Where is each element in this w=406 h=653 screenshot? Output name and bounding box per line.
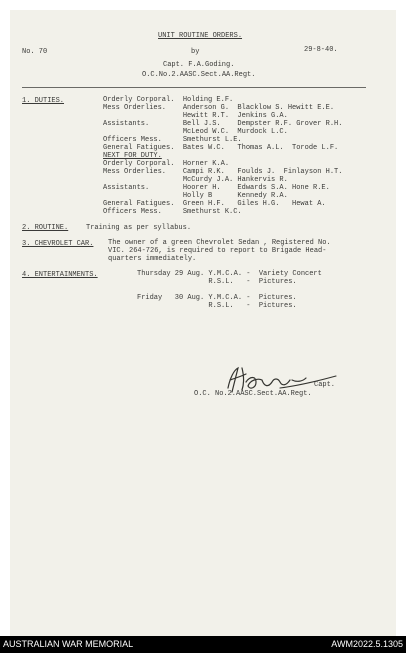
by-label: by: [191, 48, 200, 56]
chevrolet-line: The owner of a green Chevrolet Sedan , Registered No.: [108, 239, 331, 247]
entertainment-line: Friday 30 Aug. Y.M.C.A. - Pictures.: [137, 294, 297, 302]
duties-line: Mess Orderlies. Anderson G. Blacklow S. Hewitt E.E.: [103, 104, 335, 112]
duties-line: Hewitt R.T. Jenkins G.A.: [103, 112, 288, 120]
duties-line: Holly B Kennedy R.A.: [103, 192, 288, 200]
signature-rank: Capt.: [314, 381, 336, 389]
duties-line: Orderly Corporal. Horner K.A.: [103, 160, 230, 168]
chevrolet-line: quarters immediately.: [108, 255, 197, 263]
footer-accession-number: AWM2022.5.1305: [331, 639, 403, 649]
duties-line: McLeod W.C. Murdock L.C.: [103, 128, 288, 136]
routine-text: Training as per syllabus.: [86, 224, 192, 232]
entertainments-heading: 4. ENTERTAINMENTS.: [22, 271, 98, 279]
document-title: UNIT ROUTINE ORDERS.: [158, 32, 243, 40]
duties-line: General Fatigues. Green H.F. Giles H.G. Hewat A.: [103, 200, 326, 208]
duties-line: Officers Mess. Smethurst L.E.: [103, 136, 242, 144]
duties-line: Orderly Corporal. Holding E.F.: [103, 96, 234, 104]
header-divider: [22, 87, 366, 88]
duties-line: Assistants. Hoorer H. Edwards S.A. Hone R.E.: [103, 184, 330, 192]
duties-heading: 1. DUTIES.: [22, 97, 65, 105]
signature-unit: O.C. No.2.AASC.Sect.AA.Regt.: [194, 390, 312, 398]
duties-line: McCurdy J.A. Hankervis R.: [103, 176, 288, 184]
author-name: Capt. F.A.Goding.: [163, 61, 235, 69]
footer-institution: AUSTRALIAN WAR MEMORIAL: [3, 639, 134, 649]
chevrolet-heading: 3. CHEVROLET CAR.: [22, 240, 94, 248]
archive-footer: [0, 636, 406, 653]
order-number: No. 70: [22, 48, 48, 56]
entertainment-line: R.S.L. - Pictures.: [137, 278, 297, 286]
duties-line: Assistants. Bell J.S. Dempster R.F. Grover R.H.: [103, 120, 343, 128]
duties-line: Officers Mess. Smethurst K.C.: [103, 208, 242, 216]
author-unit: O.C.No.2.AASC.Sect.AA.Regt.: [142, 71, 256, 79]
order-date: 29-8-40.: [304, 46, 338, 54]
next-for-duty-heading: NEXT FOR DUTY.: [103, 152, 162, 160]
duties-line: Mess Orderlies. Campi R.K. Foulds J. Finlayson H.T.: [103, 168, 343, 176]
chevrolet-line: VIC. 264-726, is required to report to Brigade Head-: [108, 247, 327, 255]
routine-heading: 2. ROUTINE.: [22, 224, 69, 232]
duties-line: General Fatigues. Bates W.C. Thomas A.L. Torode L.F.: [103, 144, 339, 152]
entertainment-line: R.S.L. - Pictures.: [137, 302, 297, 310]
entertainment-line: Thursday 29 Aug. Y.M.C.A. - Variety Concert: [137, 270, 322, 278]
